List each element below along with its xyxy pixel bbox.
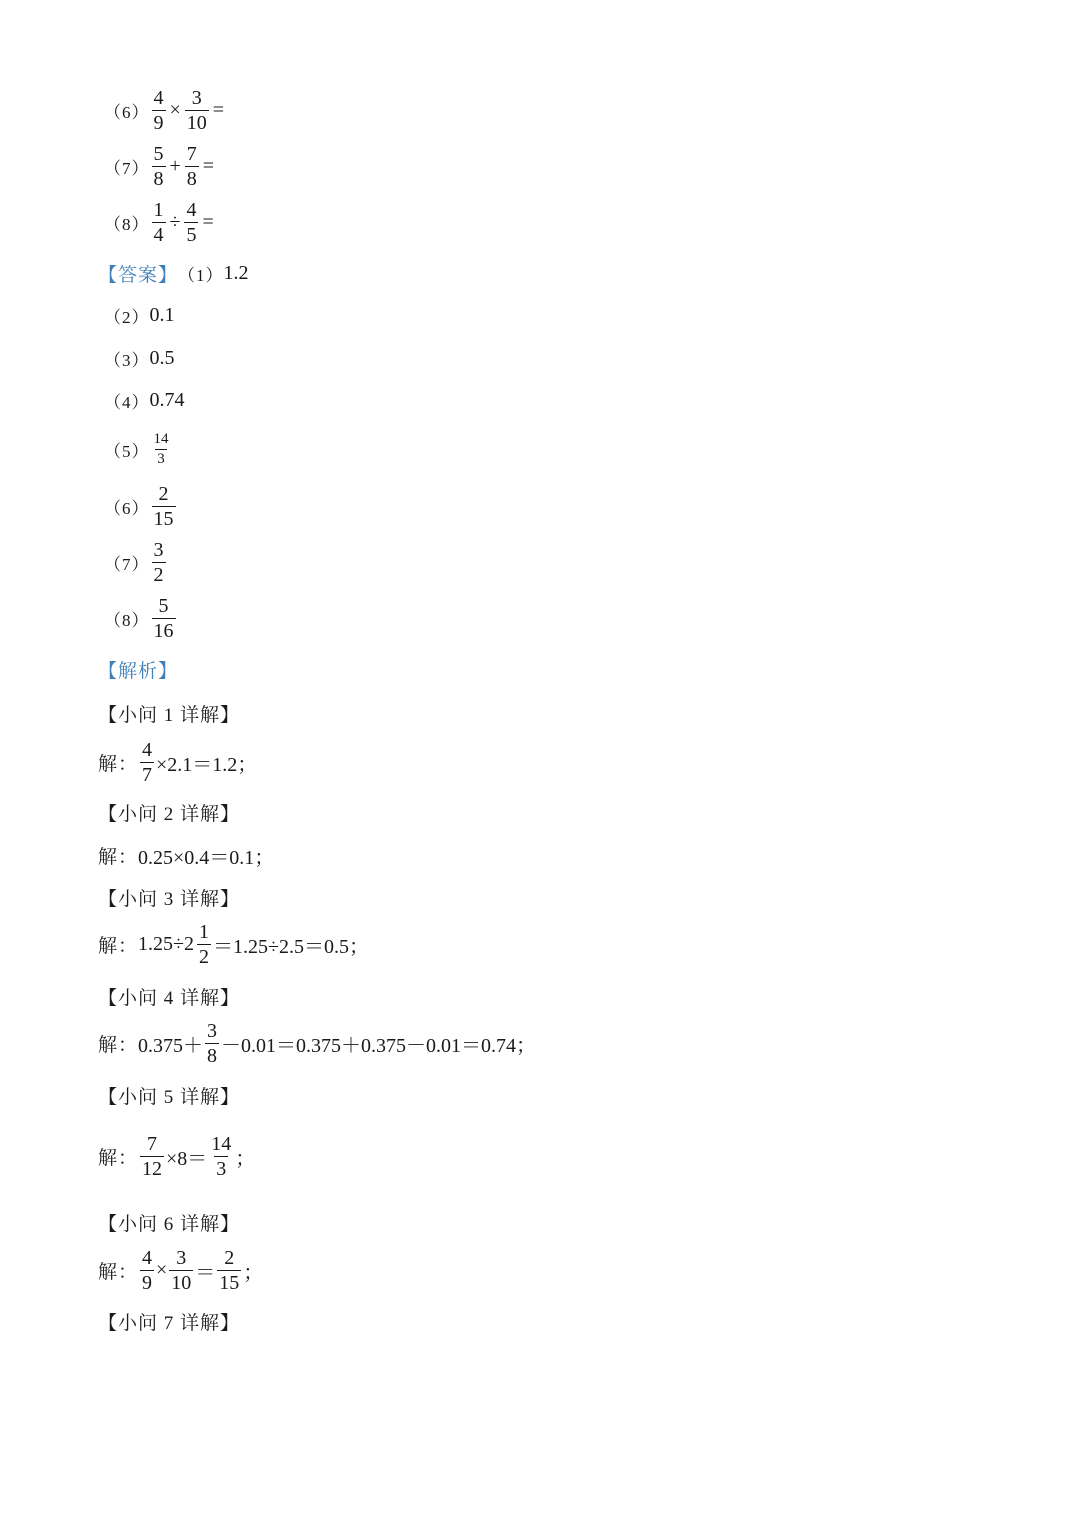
solution-prefix: 解： [98,847,139,868]
answer-row [104,594,178,643]
answer-row [104,346,175,371]
question-row [104,198,216,247]
denominator: 2 [153,564,164,586]
answer-index: （8） [104,611,150,630]
question-row [104,142,216,191]
denominator: 15 [153,508,174,530]
answer-row [98,260,249,287]
solution-row [98,1019,536,1068]
solution-prefix: 解： [98,1035,139,1056]
fraction [217,1246,241,1295]
detail-label: 【小问 2 详解】 [98,804,241,825]
detail-heading [98,1082,240,1109]
answer-value: 1.2 [223,262,249,284]
operator: + [169,155,181,177]
expression-text: ×8＝ [166,1148,208,1170]
numerator: 7 [147,1133,158,1155]
detail-heading [98,884,240,911]
denominator: 15 [219,1272,240,1294]
solution-expression [138,1019,536,1068]
numerator: 3 [176,1247,187,1269]
detail-label: 【小问 4 详解】 [98,988,241,1009]
fraction [152,594,176,643]
fraction [209,1132,233,1181]
expression-text: －0.01＝0.375＋0.375－0.01＝0.74 [221,1035,517,1057]
answer-index: （5） [104,442,150,461]
semicolon: ； [243,1262,264,1284]
numerator: 3 [207,1020,218,1042]
detail-label: 【小问 7 详解】 [98,1313,241,1334]
detail-label: 【小问 1 详解】 [98,705,241,726]
answer-row [104,430,173,469]
denominator: 7 [142,764,153,786]
fraction [152,142,166,191]
solution-prefix: 解： [98,754,139,775]
expression-text: × [156,1259,168,1281]
fraction [169,1246,193,1295]
numerator: 7 [186,143,197,165]
analysis-heading [98,656,178,683]
solution-expression [138,920,369,969]
solution-row [98,841,274,870]
answer-label: 【答案】 [98,265,179,286]
fraction [152,538,166,587]
fraction [185,142,199,191]
answer-index: （4） [104,393,150,412]
operator: ÷ [169,211,181,233]
semicolon: ； [348,936,369,958]
denominator: 9 [142,1272,153,1294]
answer-index: （1） [178,266,224,285]
answer-value: 0.5 [149,347,175,369]
expression-text: ×2.1＝1.2 [156,754,238,776]
answer-row [104,538,168,587]
solution-prefix: 解： [98,1262,139,1283]
solution-prefix: 解： [98,1148,139,1169]
operator: = [202,211,214,233]
numerator: 5 [158,595,169,617]
solution-expression [138,1246,263,1295]
denominator: 10 [186,112,207,134]
numerator: 2 [224,1247,235,1269]
fraction [140,1132,164,1181]
denominator: 8 [207,1045,218,1067]
fraction [152,430,171,469]
fraction [197,920,211,969]
numerator: 4 [142,739,153,761]
operator: = [212,99,225,121]
numerator: 3 [191,87,202,109]
fraction [185,86,209,135]
detail-heading [98,799,240,826]
numerator: 4 [142,1247,153,1269]
expression-text: 0.375＋ [138,1035,204,1057]
denominator: 12 [142,1158,163,1180]
denominator: 5 [186,224,197,246]
detail-label: 【小问 6 详解】 [98,1214,241,1235]
detail-label: 【小问 5 详解】 [98,1087,241,1108]
expression-text: 1.25÷2 [138,933,194,955]
solution-expression [138,1132,255,1181]
solution-row [98,920,369,969]
solution-row [98,1246,263,1295]
question-expression [150,86,227,135]
answer-row [104,303,175,328]
numerator: 14 [153,431,169,447]
answer-index: （2） [104,308,150,327]
question-index: （8） [104,215,150,234]
detail-heading [98,700,240,727]
fraction [152,482,176,531]
answer-index: （6） [104,499,150,518]
denominator: 10 [171,1272,192,1294]
numerator: 1 [153,199,164,221]
semicolon: ； [516,1035,537,1057]
denominator: 9 [153,112,164,134]
analysis-label: 【解析】 [98,661,179,682]
answer-value: 0.74 [149,389,185,411]
denominator: 4 [153,224,164,246]
numerator: 4 [153,87,164,109]
fraction [152,198,166,247]
semicolon: ； [237,754,258,776]
answer-value: 0.1 [149,304,175,326]
operator: = [202,155,215,177]
denominator: 8 [186,168,197,190]
expression-text: ＝ [195,1262,216,1284]
denominator: 2 [199,946,209,968]
operator: × [169,99,181,121]
fraction [152,86,166,135]
fraction [140,738,154,787]
question-index: （6） [104,103,150,122]
fraction [184,198,198,247]
numerator: 5 [153,143,164,165]
detail-heading [98,1308,240,1335]
answer-row [104,482,178,531]
question-expression [150,142,217,191]
denominator: 16 [153,620,174,642]
detail-heading [98,1209,240,1236]
solution-row [98,1132,255,1181]
expression-text: 0.25×0.4＝0.1 [138,847,255,869]
question-index: （7） [104,159,150,178]
answer-index: （7） [104,555,150,574]
expression-text: ＝1.25÷2.5＝0.5 [213,936,349,958]
numerator: 3 [153,539,164,561]
question-row [104,86,226,135]
solution-prefix: 解： [98,936,139,957]
numerator: 1 [199,921,209,943]
detail-heading [98,983,240,1010]
answer-row [104,388,185,413]
solution-expression [138,738,257,787]
denominator: 3 [216,1158,227,1180]
semicolon: ； [254,847,275,869]
answer-index: （3） [104,351,150,370]
solution-row [98,738,257,787]
denominator: 8 [153,168,164,190]
numerator: 2 [158,483,169,505]
semicolon: ； [235,1148,256,1170]
numerator: 4 [186,199,197,221]
question-expression [150,198,216,247]
numerator: 14 [211,1133,232,1155]
detail-label: 【小问 3 详解】 [98,889,241,910]
fraction [205,1019,219,1068]
denominator: 3 [157,451,165,467]
fraction [140,1246,154,1295]
